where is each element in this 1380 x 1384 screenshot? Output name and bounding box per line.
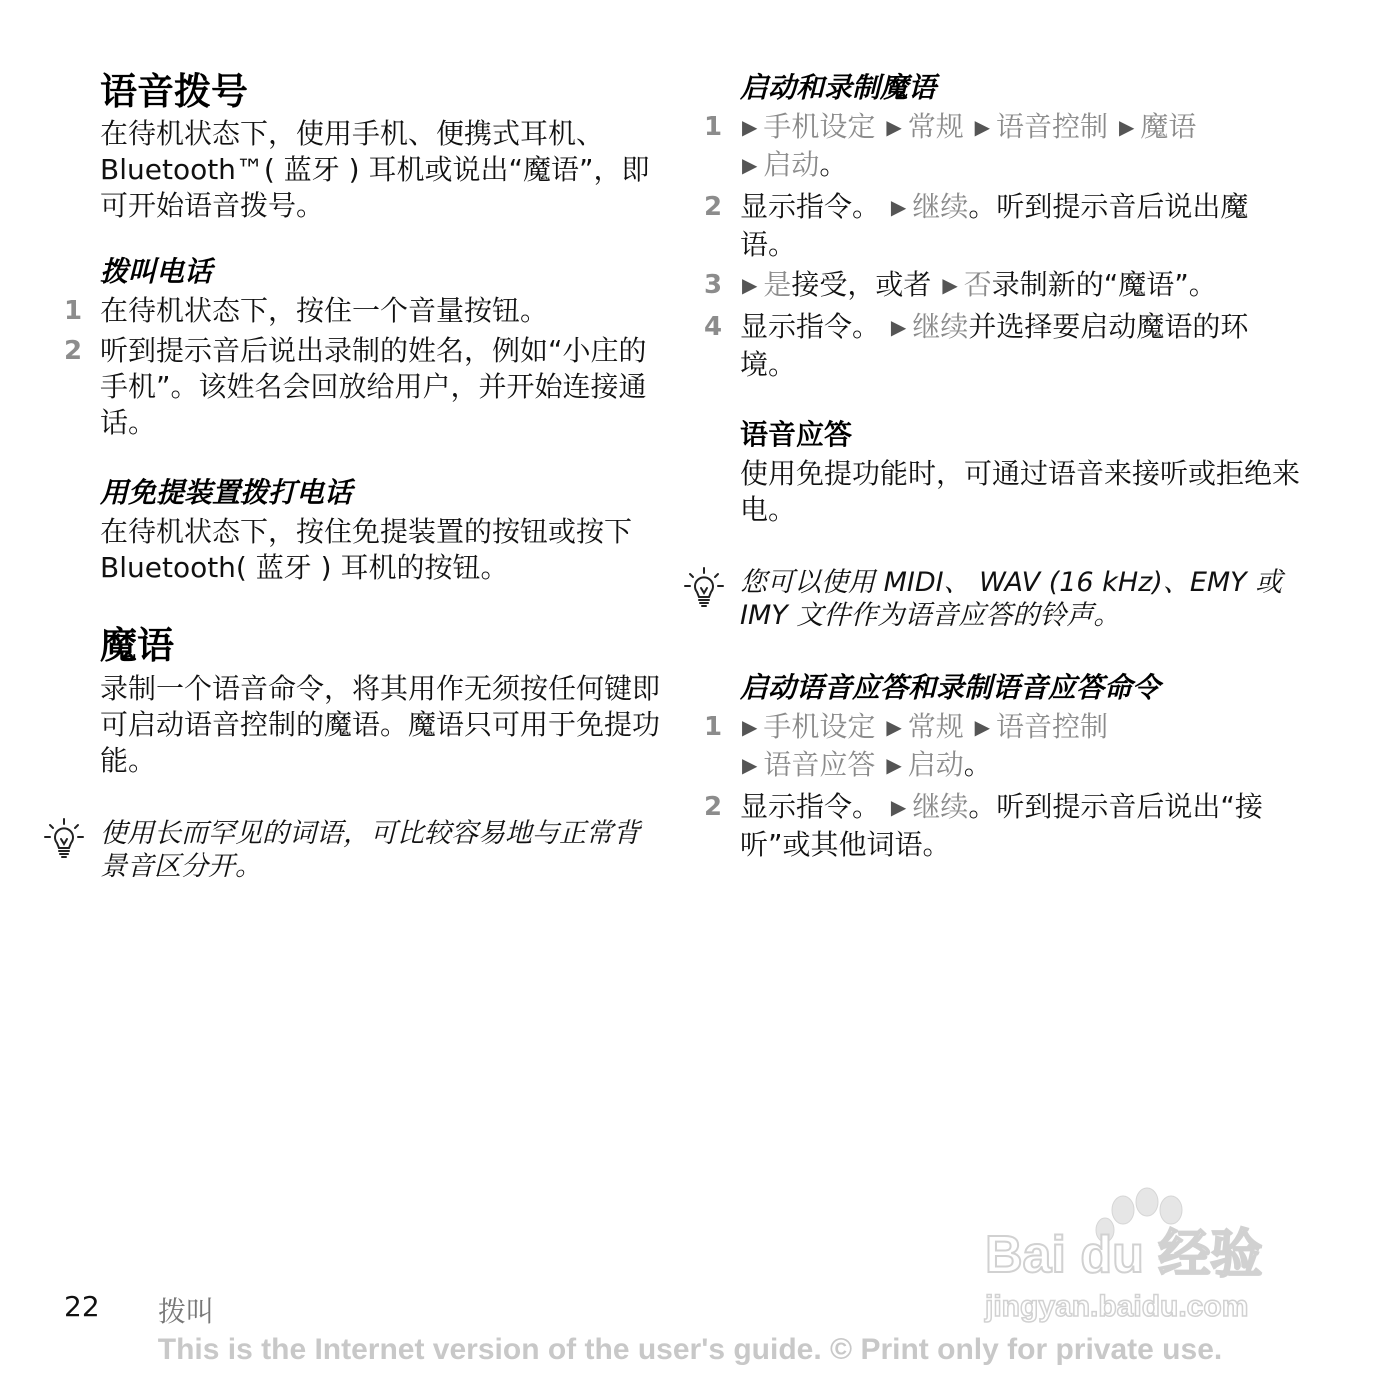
voice-answer-heading: 语音应答 (740, 418, 853, 451)
menu-item: 语音控制 (996, 110, 1109, 143)
triangle-right-icon: ▶ (1118, 115, 1135, 139)
menu-item: 常规 (907, 710, 964, 743)
activate-magic-step-1 (704, 109, 1300, 185)
triangle-right-icon: ▶ (890, 195, 907, 219)
step-text: 显示指令。 (740, 310, 881, 343)
call-heading: 拨叫电话 (100, 255, 213, 289)
menu-item: 语音应答 (763, 748, 876, 781)
action-label: 否 (963, 268, 992, 301)
magic-word-heading: 魔语 (100, 624, 174, 668)
triangle-right-icon: ▶ (974, 115, 991, 139)
activate-magic-step-2 (704, 189, 1300, 263)
left-column (64, 70, 661, 883)
step-text: 显示指令。 (740, 190, 881, 223)
step-number: 2 (704, 792, 723, 822)
punct: 。 (963, 748, 992, 781)
step-text: 听到提示音后说出录制的姓名，例如“小庄的手机”。该姓名会回放给用户，并开始连接通话。 (100, 334, 647, 440)
triangle-right-icon: ▶ (742, 153, 758, 177)
step-text: 并选择要启动魔语的环境。 (740, 310, 1249, 381)
step-number: 2 (64, 336, 83, 367)
menu-item: 启动 (763, 148, 820, 181)
tip-right (740, 566, 1300, 632)
page-number: 22 (64, 1290, 100, 1323)
menu-item: 手机设定 (763, 110, 876, 143)
menu-item: 语音控制 (996, 710, 1109, 743)
triangle-right-icon: ▶ (974, 715, 991, 739)
section-name: 拨叫 (158, 1295, 215, 1328)
call-step-2 (64, 333, 660, 441)
step-number: 4 (704, 312, 723, 342)
triangle-right-icon: ▶ (886, 753, 902, 777)
step-number: 3 (704, 270, 723, 300)
watermark-url: jingyan.baidu.com (985, 1290, 1249, 1323)
step-text: 录制新的“魔语”。 (991, 268, 1217, 301)
voice-dial-heading: 语音拨号 (100, 70, 248, 113)
step-number: 1 (64, 296, 83, 327)
voice-answer-body: 使用免提功能时，可通过语音来接听或拒绝来电。 (740, 457, 1301, 526)
triangle-right-icon: ▶ (742, 115, 758, 139)
triangle-right-icon: ▶ (890, 315, 907, 339)
lightbulb-icon (42, 817, 86, 861)
triangle-right-icon: ▶ (742, 273, 758, 297)
tip-text: 您可以使用 MIDI、 WAV (16 kHz)、EMY 或 IMY 文件作为语音应答的铃声。 (740, 567, 1283, 631)
step-number: 1 (704, 112, 723, 142)
action-label: 继续 (912, 310, 969, 343)
activate-answer-heading: 启动语音应答和录制语音应答命令 (740, 671, 1161, 704)
menu-item: 手机设定 (763, 710, 876, 743)
tip-text: 使用长而罕见的词语，可比较容易地与正常背景音区分开。 (100, 817, 640, 882)
triangle-right-icon: ▶ (742, 715, 758, 739)
watermark-brand: Bai du 经验 (985, 1226, 1263, 1284)
activate-magic-step-4 (704, 309, 1300, 383)
activate-answer-step-1 (704, 709, 1300, 785)
activate-answer-step-2 (704, 789, 1300, 863)
action-label: 继续 (912, 190, 969, 223)
call-step-1 (64, 293, 660, 329)
step-text: 显示指令。 (740, 790, 881, 823)
triangle-right-icon: ▶ (942, 273, 958, 297)
step-number: 2 (704, 192, 723, 222)
menu-item: 启动 (907, 748, 964, 781)
menu-item: 常规 (907, 110, 964, 143)
punct: 。 (819, 148, 848, 181)
action-label: 是 (763, 268, 792, 301)
baidu-watermark-logo (975, 1180, 1295, 1330)
activate-magic-heading: 启动和录制魔语 (740, 71, 937, 104)
handsfree-heading: 用免提装置拨打电话 (100, 476, 353, 510)
step-text: 。听到提示音后说出“接听”或其他词语。 (740, 790, 1263, 861)
step-text: 。听到提示音后说出魔语。 (740, 190, 1249, 261)
handsfree-body: 在待机状态下，按住免提装置的按钮或按下 Bluetooth( 蓝牙 ) 耳机的按钮。 (100, 515, 633, 585)
step-text: 接受，或者 (791, 268, 932, 301)
right-column (704, 70, 1301, 867)
tip-left (100, 817, 660, 883)
activate-magic-step-3 (704, 267, 1300, 305)
triangle-right-icon: ▶ (886, 715, 902, 739)
triangle-right-icon: ▶ (742, 753, 758, 777)
magic-word-body: 录制一个语音命令，将其用作无须按任何键即可启动语音控制的魔语。魔语只可用于免提功能。 (100, 671, 661, 777)
step-text: 在待机状态下，按住一个音量按钮。 (100, 294, 549, 328)
triangle-right-icon: ▶ (890, 795, 907, 819)
triangle-right-icon: ▶ (886, 115, 902, 139)
menu-item: 魔语 (1140, 110, 1197, 143)
action-label: 继续 (912, 790, 969, 823)
voice-dial-body: 在待机状态下，使用手机、便携式耳机、 Bluetooth™( 蓝牙 ) 耳机或说出“魔语”，即可开始语音拨号。 (100, 117, 650, 223)
copyright-note: This is the Internet version of the user's guide. © Print only for private use. (157, 1333, 1223, 1366)
lightbulb-icon (682, 566, 726, 610)
step-number: 1 (704, 712, 723, 742)
